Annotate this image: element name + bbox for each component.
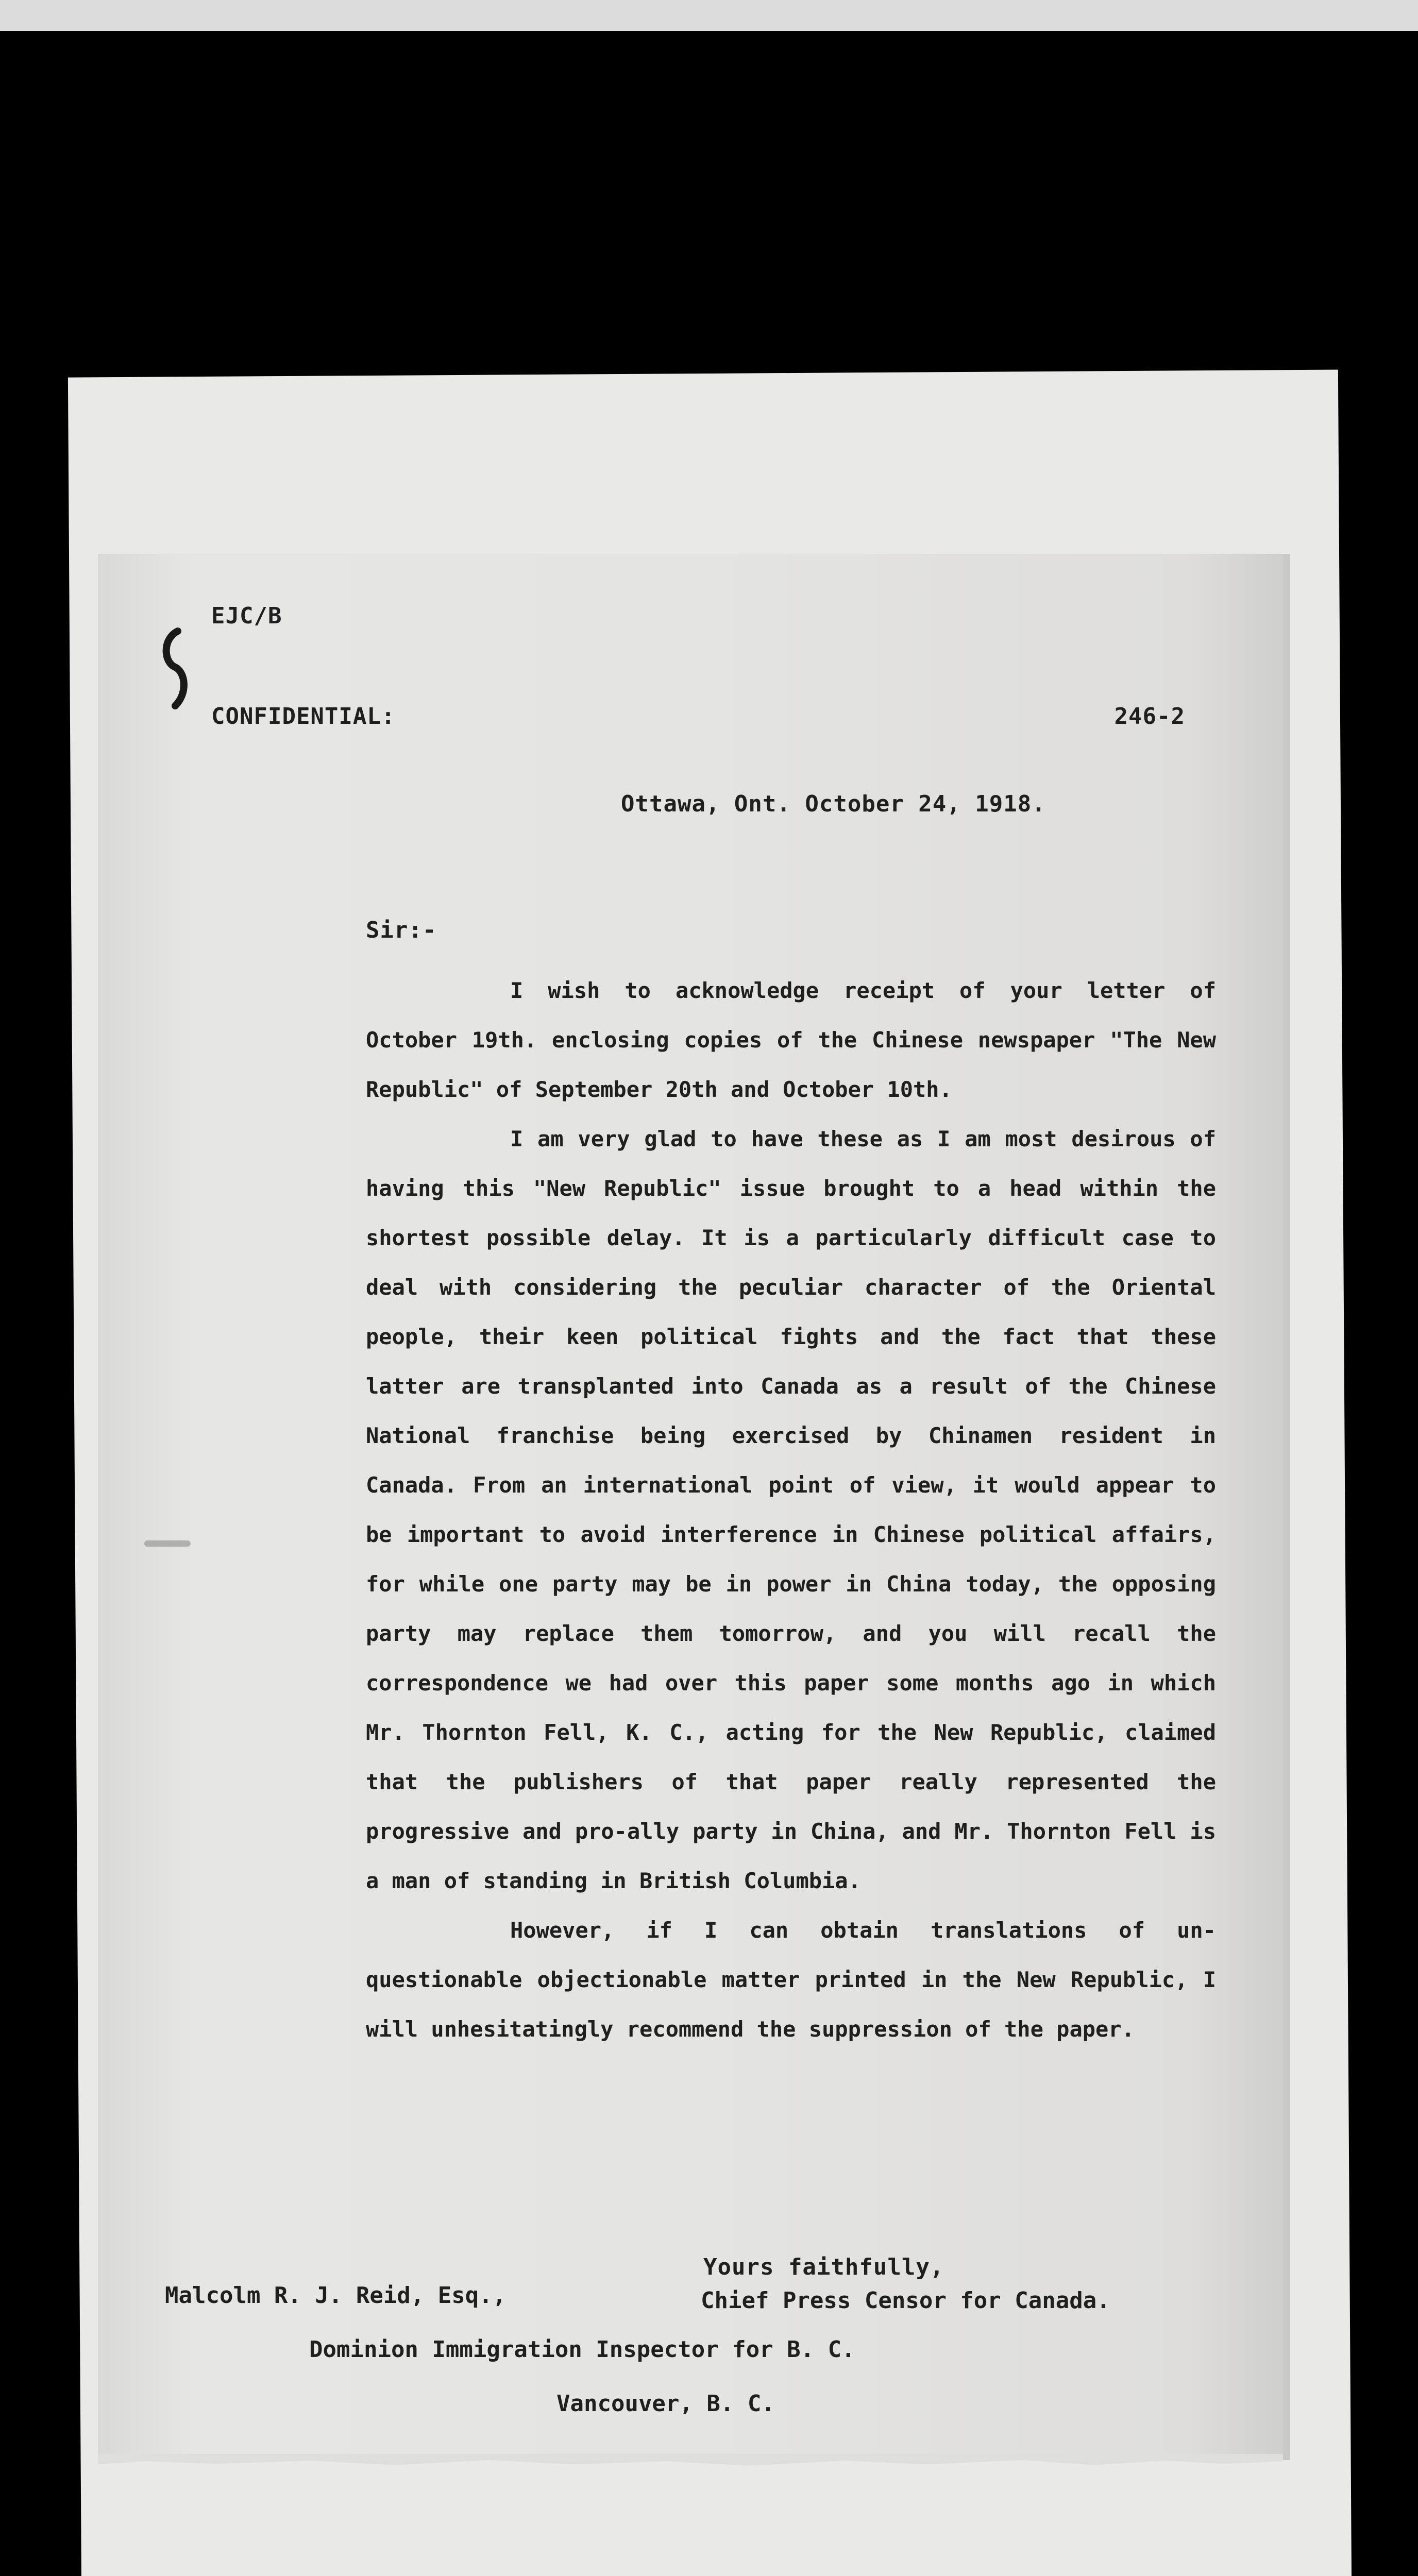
salutation: Sir:- <box>366 917 437 943</box>
letter-page <box>98 554 1290 2460</box>
signer-title: Chief Press Censor for Canada. <box>701 2287 1110 2314</box>
complimentary-closing: Yours faithfully, <box>703 2254 944 2280</box>
paper-clip-icon <box>157 626 193 714</box>
file-number: 246-2 <box>1114 703 1185 730</box>
addressee-name: Malcolm R. J. Reid, Esq., <box>165 2282 507 2309</box>
paragraph-1: I wish to acknowledge receipt of your letter of October 19th. enclosing copies of the Chinese newspaper "The New Republic" of September 20th and October 10th. <box>366 978 1216 1102</box>
letter-body <box>366 966 1216 2054</box>
addressee-city: Vancouver, B. C. <box>556 2391 775 2417</box>
ink-smudge <box>144 1540 191 1547</box>
typist-initials: EJC/B <box>211 603 282 629</box>
paragraph-2: I am very glad to have these as I am most desirous of having this "New Republic" issue brought to a head within the shortest possible delay. It is a particularly difficult case to deal with considering the peculiar character of the Oriental people, their keen political fights and the fact that these latter are transplanted into Canada as a result of the Chinese National franchise being exercised by Chinamen resident in Canada. From an international point of view, it would appear to be important to avoid interference in Chinese political affairs, for while one party may be in power in China today, the opposing party may replace them tomorrow, and you will recall the correspondence we had over this paper some months ago in which Mr. Thornton Fell, K. C., acting for the New Republic, claimed that the publishers of that paper really represented the progressive and pro-ally party in China, and Mr. Thornton Fell is a man of standing in British Columbia. <box>366 1126 1216 1893</box>
addressee-title: Dominion Immigration Inspector for B. C. <box>309 2336 855 2363</box>
paragraph-3: However, if I can obtain translations of un-questionable objectionable matter printed in the New Republic, I will unhesitatingly recommend the suppression of the paper. <box>366 1918 1216 2042</box>
scan-top-edge <box>0 0 1418 31</box>
dateline: Ottawa, Ont. October 24, 1918. <box>621 791 1046 817</box>
confidential-heading: CONFIDENTIAL: <box>211 703 396 730</box>
